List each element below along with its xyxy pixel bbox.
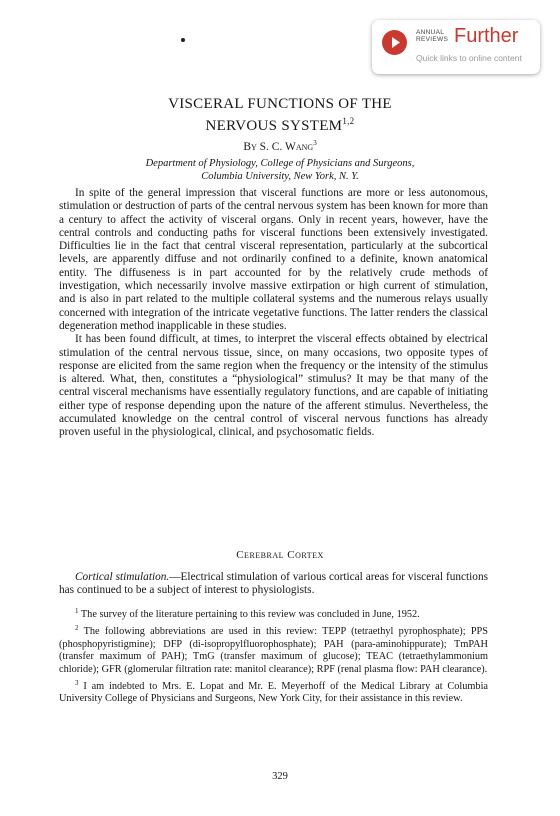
further-label: Further bbox=[454, 25, 519, 47]
title-line-1: VISCERAL FUNCTIONS OF THE bbox=[168, 96, 392, 112]
footnote: $^1$ The survey of the literature pertaining to this review was concluded in June, 1952. bbox=[75, 607, 420, 620]
paragraph: In spite of the general impression that visceral functions are more or less autonomous, stimulation or destruction of parts of the central nervous system has been known for more than a century to affect the activity of visceral organs. Only in recent years, however, have the central controls and conducting paths for visceral functions been extensively investigated. Difficulties lie in the fact that central visceral representation, particularly at the subcortical levels, are apparently diffuse and not ordinarily confined to a definite, known anatomical entity. The diffuseness is in part accounted for by the relatively crude methods of investigation, which necessarily involve massive extirpation or high current of stimulation, and is also in part related to the multiple collateral systems and the numerous relays usually concerned with integration of the intricate vegetative functions. The latter renders the classical degeneration method inapplicable in these studies. bbox=[59, 187, 488, 332]
title-footnote-mark: 1,2 bbox=[342, 116, 355, 126]
footnote: $^3$ I am indebted to Mrs. E. Lopat and Mr. E. Meyerhoff of the Medical Library at Columbia University College of Physicians and Surgeons, New York City, for their assistance in this review. bbox=[59, 679, 488, 705]
badge-subtitle: Quick links to online content bbox=[416, 53, 522, 63]
footnotes bbox=[59, 605, 488, 707]
publisher-name: ANNUAL REVIEWS bbox=[416, 29, 449, 43]
play-arrow-icon bbox=[382, 30, 407, 55]
affiliation: Department of Physiology, College of Physicians and Surgeons, Columbia University, New York, N. Y. bbox=[145, 158, 415, 182]
scan-dot bbox=[181, 38, 185, 42]
paragraph: It has been found difficult, at times, to interpret the visceral effects obtained by electrical stimulation of the central nervous tissue, since, on many occasions, two opposite types of response are elicited from the same region when the frequency or the intensity of the stimulus is altered. What, then, constitutes a “physiological” stimulus? It may be that many of the central visceral mechanisms have essentially regulatory functions, and are capable of initiating either type of response depending upon the nature of the afferent stimulus. Nevertheless, the accumulated knowledge on the central control of visceral nervous functions has already proven useful in the physiological, clinical, and psychosomatic fields. bbox=[59, 333, 488, 439]
footnote: $^2$ The following abbreviations are used in this review: TEPP (tetraethyl pyrophosphate); PPS (phosphopyristigmine); DFP (di-isopropylfluorophosphate); PAH (para-aminohippurate); TmPAH (transfer maximum of PAH); TmG (transfer maximum of glucose); TEAC (tetraethylammonium chloride); GFR (glomerular filtration rate: manitol clearance); RPF (renal plasma flow: PAH clearance). bbox=[59, 624, 488, 675]
paragraph: Cortical stimulation.—Electrical stimulation of various cortical areas for visceral functions has continued to be a subject of interest to physiologists. bbox=[59, 571, 488, 597]
article-title bbox=[0, 96, 560, 135]
author-line: By S. C. Wang$^3$ bbox=[243, 139, 317, 153]
title-line-2: NERVOUS SYSTEM$^{1,2}$ bbox=[205, 116, 355, 134]
page-number: 329 bbox=[272, 771, 288, 782]
section-heading: Cerebral Cortex bbox=[236, 549, 324, 561]
run-in-heading: Cortical stimulation. bbox=[75, 571, 170, 583]
author-name: S. C. Wang bbox=[259, 141, 314, 153]
further-links-badge[interactable] bbox=[372, 20, 540, 74]
section-body bbox=[59, 571, 488, 598]
body-text bbox=[59, 187, 488, 440]
